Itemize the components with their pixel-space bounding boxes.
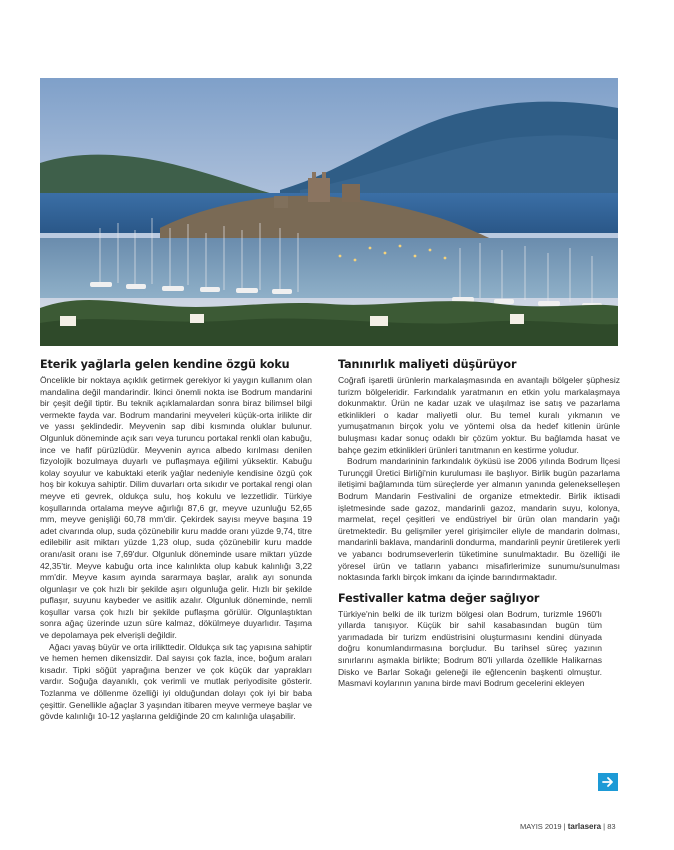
- left-column: [40, 358, 312, 723]
- page-number: 83: [607, 822, 616, 831]
- arrow-right-icon: [602, 776, 614, 788]
- footer-separator: |: [563, 822, 566, 831]
- harbor-illustration: [40, 78, 618, 346]
- footer-separator: |: [603, 822, 606, 831]
- paragraph: Türkiye'nin belki de ilk turizm bölgesi olan Bodrum, turizmle 1960'lı yıllarda tanışıyor. Küçük bir sahil kasabasından bugün tüm yarımadada bir turizm endüstrisini oluşturmasını kendini dünyada doğru konumlandırmasına borçludur. Bu tarihsel süreç yazının sınırlarını aşmakla birlikte; Bodrum 80'li yıllarda özellikle Halikarnas Disko ve Barlar Sokağı geleneği ile eğlencenin başkenti olmuştur. Masmavi koylarının yanına birde mavi Bodrum gecelerini ekleyen: [338, 608, 602, 689]
- paragraph: Ağacı yavaş büyür ve orta irilikttedir. Oldukça sık taç yapısına sahiptir ve hemen hemen dikensizdir. Dal sayısı çok fazla, ince, boğum araları kısadır. Tipki söğüt yaprağına benzer ve çok küçük dar yaprakları vardır. Soğuğa dayanıklı, çok verimli ve mutlak periyodisite gösterir. Tozlanma ve döllenme özelliği iyi olduğundan dolayı çok iyi bir baba çeşittir. Genellikle ağaçlar 3 yaşından itibaren meyve vermeye başlar ve gövde kalınlığı 10-12 yaşlarına geldiğinde 20 cm kalınlığa ulaşabilir.: [40, 641, 312, 722]
- page-footer: [520, 822, 616, 831]
- right-column: [338, 358, 620, 690]
- paragraph: Bodrum mandarininin farkındalık öyküsü ise 2006 yılında Bodrum İlçesi Turunçgil Üretici Birliği'nin kuruluması ile başlıyor. Birlik bugün pazarlama iletişimi bağlamında tüm süreçlerde yer almanın yanında gelenekselleşen Bodrum Mandarin Festivalini de organize etmektedir. Birlik iktisadi işletmesinde sade gazoz, mandarinli gazoz, mandarin suyu, kolonya, marmelat, reçel çeşitleri ve endüstriyel bir ürün olan mandarin yağı üretmektedir. Bu gelişmiler yerel girişimciler eliyle de mandarin dolması, mandarinli baklava, mandarinli dondurma, mandarinli peynir üretilerek yerli ve yabancı bodrumseverlerin tüketimine sunulmaktadır. Bu özelliği ile yöresel ürün ve tatların yabancı misafirlerimize sunumu/sunulması noktasında farklı birçok imkanı da içinde barındırmaktadır.: [338, 456, 620, 583]
- bodrum-castle-photo: [40, 78, 618, 346]
- section-heading: Eterik yağlarla gelen kendine özgü koku: [40, 358, 290, 371]
- issue-month: MAYIS 2019: [520, 822, 562, 831]
- section-spacer: [338, 584, 620, 592]
- section-heading: Tanınırlık maliyeti düşürüyor: [338, 358, 517, 371]
- continue-arrow-button[interactable]: [598, 773, 618, 791]
- magazine-brand: tarlasera: [567, 822, 602, 831]
- paragraph: Öncelikle bir noktaya açıklık getirmek gerekiyor ki yaygın kullanım olan mandalina değil mandarindir. İkinci önemli nokta ise Bodrum mandarini bir çeşit değil tiptir. Bu teknik açıklamalardan sonra biraz bilimsel bilgi vermekte fayda var. Bodrum mandarini meyveleri küçük-orta irilikte dir ve yassı şeklindedir. Meyvenin sap dibi kısmında oluklar bulunur. Olgunluk döneminde açık sarı veya turuncu portakal renkli olan kabuğu, ince ve hafif pürüzlüdür. Meyvenin ayrıca albedo kırılması denilen fizyolojik bozulmaya duyarlı ve puflaşmaya eğilimi yüksektir. Kabuğu kolay soyulur ve kabuktaki eterik yağlar nedeniyle kendisine özgü çok hoş bir kokuya sahiptir. Dilim duvarları orta sıkıdır ve portakal rengi olan meyve eti gevrek, oldukça sulu, hoş kokulu ve lezzetlidir. Türkiye koşullarında ortalama meyve ağırlığı 87,6 gr, meyve uzunluğu 52,65 mm, meyve genişliği 60,78 mm'dir. Çekirdek sayısı meyve başına 19 adet civarında olup, suda çözünebilir kuru madde oranı yüzde 9,74, titre edilebilir asit miktarı yüzde 1,23 olup, suda çözünebilir kuru madde oranı/asit oranı ise 7,69'dur. Olgunluk döneminde usare miktarı yüzde 42,35'tir. Meyve kabuğu orta ince kalınlıkta olup kabuk kalınlığı 3,22 mm'dir. Meyve kasım ayında sararmaya başlar, aralık ayı sonunda olgunlaşır ve çok hızlı bir şekilde aşırı olgunluğa gelir. Hızlı bir şekilde puflaşır, suyunu kaybeder ve asitlik azalır. Olgunluk döneminde, nemli koşullar varsa çok hızlı bir şekilde puflaşma görülür. Olgunlaştıktan sonra ağaç üzerinde uzun süre kalmaz, dökülmeye duyarlıdır. Taşıma ve depolamaya pek elverişli değildir.: [40, 375, 312, 641]
- paragraph: Coğrafi işaretli ürünlerin markalaşmasında en avantajlı bölgeler şüphesiz turizm bölgeleridir. Farkındalık yaratmanın en etkin yolu markalaşmaya dokunmaktır. Ürün ne kadar uzak ve ulaşılmaz ise satış ve pazarlama etkinlikleri o kadar maliyetli olur. Bu temel kuralı yıkmanın ve yumuşatmanın birçok yolu ve yöntemi olsa da hedef kitlenin ürünle buluşması kadar sonuç odaklı bir çözüm yoktur. Bu bağlamda hasat ve bahçe gezim etkinlikleri ürünleri tanıtmanın en kestirme yoludur.: [338, 375, 620, 455]
- section-heading: Festivaller katma değer sağlıyor: [338, 591, 540, 605]
